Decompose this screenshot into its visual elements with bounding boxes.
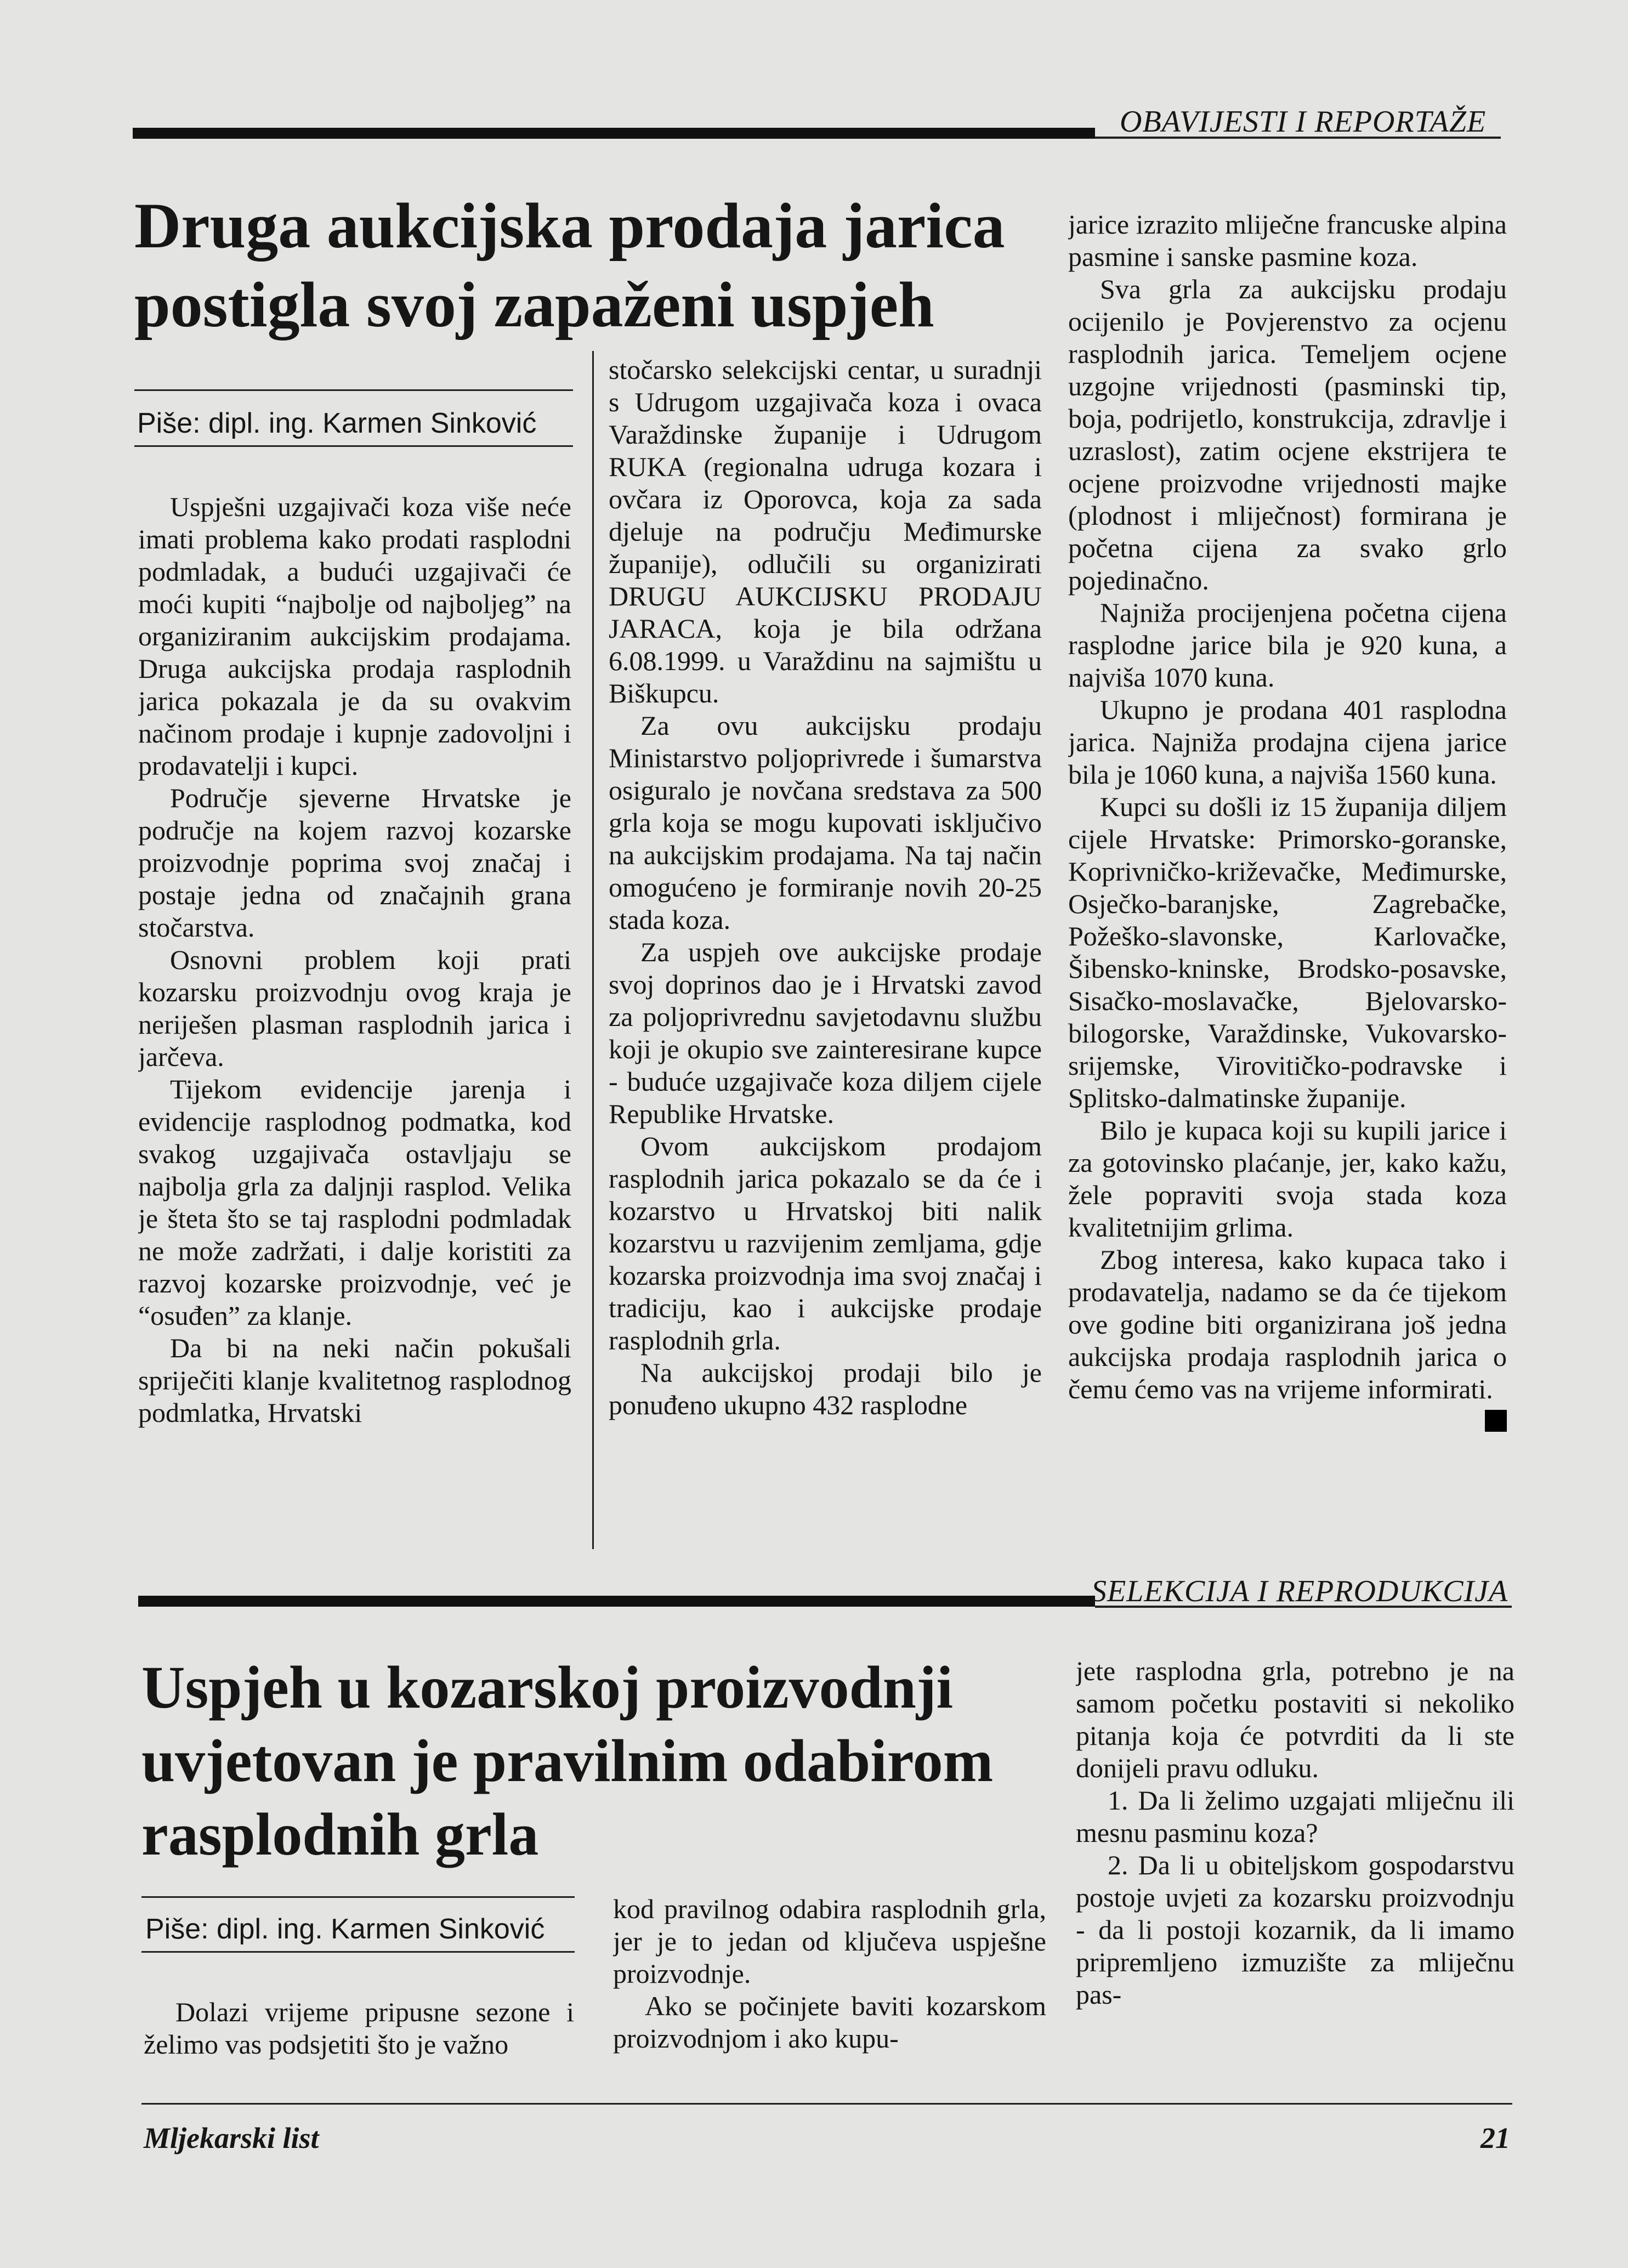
paragraph: Područje sjeverne Hrvatske je područje na kojem razvoj kozarske proizvodnje poprima svoj značaj i postaje jedna od značajnih grana stočarstva. — [138, 783, 571, 943]
byline-rule-top-1 — [134, 389, 573, 391]
paragraph: 2. Da li u obiteljskom gospodarstvu postoje uvjeti za kozarsku proizvodnju - da li postoji kozarnik, da li imamo pripremljeno izmuzište za mliječnu pas- — [1076, 1850, 1514, 2010]
end-of-article-mark — [1485, 1410, 1507, 1432]
paragraph: Ukupno je prodana 401 rasplodna jarica. Najniža prodajna cijena jarice bila je 1060 kuna, a najviša 1560 kuna. — [1068, 694, 1507, 790]
paragraph: Za uspjeh ove aukcijske prodaje svoj doprinos dao je i Hrvatski zavod za poljoprivrednu savjetodavnu službu koji je okupio sve zainteresirane kupce - buduće uzgajivače koza diljem cijele Republike Hrvatske. — [609, 937, 1042, 1129]
article-1-column-3 — [1068, 208, 1507, 1560]
column-divider-1 — [592, 351, 594, 1549]
article-1-column-2 — [609, 354, 1042, 1560]
paragraph: Osnovni problem koji prati kozarsku proizvodnju ovog kraja je neriješen plasman rasplodnih jarica i jarčeva. — [138, 944, 571, 1072]
paragraph: Za ovu aukcijsku prodaju Ministarstvo poljoprivrede i šumarstva osiguralo je novčana sredstava za 500 grla koja se mogu kupovati isključivo na aukcijskim prodajama. Na taj način omogućeno je formiranje novih 20-25 stada koza. — [609, 710, 1042, 935]
paragraph-text: Zbog interesa, kako kupaca tako i prodavatelja, nadamo se da će tijekom ove godine biti organizirana još jedna aukcijska prodaja rasplodnih jarica o čemu ćemo vas na vrijeme informirati. — [1068, 1244, 1507, 1404]
paragraph: Da bi na neki način pokušali spriječiti klanje kvalitetnog rasplodnog podmlatka, Hrvatski — [138, 1333, 571, 1428]
paragraph: jete rasplodna grla, potrebno je na samom početku postaviti si nekoliko pitanja koja će potvrditi da li ste donijeli pravu odluku. — [1076, 1655, 1514, 1783]
paragraph: Ako se počinjete baviti kozarskom proizvodnjom i ako kupu- — [613, 1991, 1046, 2054]
footer-rule — [141, 2103, 1512, 2105]
byline-rule-bottom-1 — [134, 445, 573, 447]
paragraph: 1. Da li želimo uzgajati mliječnu ili mesnu pasminu koza? — [1076, 1785, 1514, 1848]
paragraph: Kupci su došli iz 15 županija diljem cijele Hrvatske: Primorsko-goranske, Koprivničko-križevačke, Međimurske, Osječko-baranjske, Zagrebačke, Požeško-slavonske, Karlovačke, Šibensko-kninske, Brodsko-posavske, Sisačko-moslavačke, Bjelovarsko-bilogorske, Varaždinske, Vukovarsko-srijemske, Virovitičko-podravske i Splitsko-dalmatinske županije. — [1068, 791, 1507, 1113]
paragraph: Uspješni uzgajivači koza više neće imati problema kako prodati rasplodni podmladak, a budući uzgajivači će moći kupiti “najbolje od najboljeg” na organiziranim aukcijskim prodajama. Druga aukcijska prodaja rasplodnih jarica pokazala je da su ovakvim načinom prodaje i kupnje zadovoljni i prodavatelji i kupci. — [138, 491, 571, 781]
publication-name: Mljekarski list — [144, 2122, 319, 2154]
byline-1: Piše: dipl. ing. Karmen Sinković — [137, 407, 537, 439]
byline-2: Piše: dipl. ing. Karmen Sinković — [145, 1913, 545, 1945]
paragraph: jarice izrazito mliječne francuske alpina pasmine i sanske pasmine koza. — [1068, 209, 1507, 272]
article-2-title-line-3: rasplodnih grla — [141, 1801, 539, 1868]
page-number: 21 — [1480, 2122, 1510, 2154]
article-2-column-3 — [1076, 1655, 1514, 2072]
paragraph: stočarsko selekcijski centar, u suradnji s Udrugom uzgajivača koza i ovaca Varaždinske županije i Udrugom RUKA (regionalna udruga kozara i ovčara iz Oporovca, koja za sada djeluje na području Međimurske županije), odlučili su organizirati DRUGU AUKCIJSKU PRODAJU JARACA, koja je bila održana 6.08.1999. u Varaždinu na sajmištu u Biškupcu. — [609, 354, 1042, 708]
article-1-title-line-1: Druga aukcijska prodaja jarica — [134, 190, 1005, 262]
paragraph: Dolazi vrijeme pripusne sezone i želimo vas podsjetiti što je važno — [144, 1997, 574, 2060]
article-2-column-1 — [144, 1996, 574, 2067]
paragraph: Na aukcijskoj prodaji bilo je ponuđeno ukupno 432 rasplodne — [609, 1357, 1042, 1420]
article-2-column-2 — [613, 1893, 1046, 2068]
article-2-title-line-1: Uspjeh u kozarskoj proizvodnji — [141, 1654, 954, 1721]
paragraph: Ovom aukcijskom prodajom rasplodnih jarica pokazalo se da će i kozarstvo u Hrvatskoj biti nalik kozarstvu u razvijenim zemljama, gdje kozarska proizvodnja ima svoj značaj i tradiciju, kao i aukcijske prodaje rasplodnih grla. — [609, 1131, 1042, 1356]
article-1-title-line-2: postigla svoj zapaženi uspjeh — [134, 268, 934, 341]
section-label-1: OBAVIJESTI I REPORTAŽE — [1120, 105, 1487, 139]
article-2-title — [141, 1651, 993, 1872]
byline-rule-bottom-2 — [141, 1951, 575, 1953]
section-label-2: SELEKCIJA I REPRODUKCIJA — [1091, 1574, 1508, 1608]
article-1-column-1 — [138, 491, 571, 1560]
paragraph: Tijekom evidencije jarenja i evidencije rasplodnog podmatka, kod svakog uzgajivača ostavljaju se najbolja grla za daljnji rasplod. Velika je šteta što se taj rasplodni podmladak ne može zadržati, i dalje koristiti za razvoj kozarske proizvodnje, već je “osuđen” za klanje. — [138, 1074, 571, 1331]
section-rule-middle — [138, 1596, 1095, 1607]
article-1-title — [134, 186, 1005, 344]
byline-rule-top-2 — [141, 1896, 575, 1898]
paragraph: Najniža procijenjena početna cijena rasplodne jarice bila je 920 kuna, a najviša 1070 kuna. — [1068, 597, 1507, 693]
paragraph — [1068, 1244, 1507, 1405]
paragraph: kod pravilnog odabira rasplodnih grla, jer je to jedan od ključeva uspješne proizvodnje. — [613, 1893, 1046, 1989]
paragraph: Sva grla za aukcijsku prodaju ocijenilo je Povjerenstvo za ocjenu rasplodnih jarica. Temeljem ocjene uzgojne vrijednosti (pasminski tip, boja, podrijetlo, konstrukcija, zdravlje i uzraslost), zatim ocjene ekstrijera te ocjene proizvodne vrijednosti majke (plodnost i mliječnost) formirana je početna cijena za svako grlo pojedinačno. — [1068, 274, 1507, 596]
section-rule-top — [133, 128, 1095, 139]
paragraph: Bilo je kupaca koji su kupili jarice i za gotovinsko plaćanje, jer, kako kažu, žele popraviti svoja stada koza kvalitetnijim grlima. — [1068, 1115, 1507, 1243]
article-2-title-line-2: uvjetovan je pravilnim odabirom — [141, 1727, 994, 1795]
